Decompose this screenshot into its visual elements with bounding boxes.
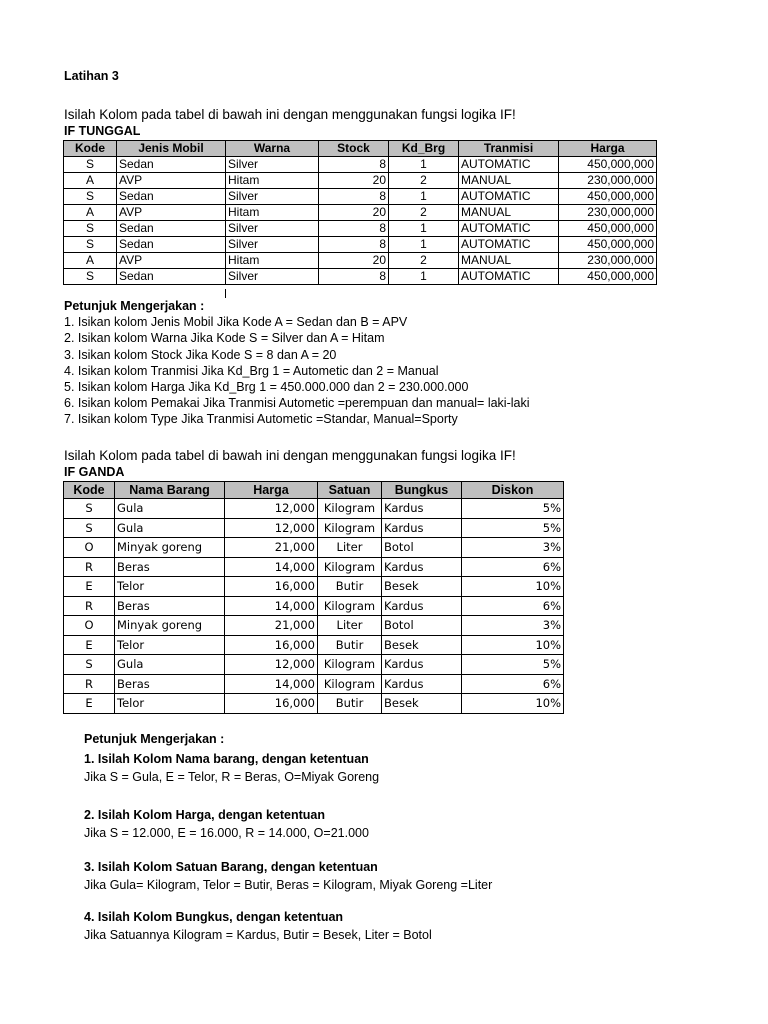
cell-satuan: Kilogram <box>318 596 382 616</box>
cell-bungkus: Kardus <box>382 674 462 694</box>
cell-kode: E <box>64 694 115 714</box>
table-row <box>64 616 564 636</box>
step-block <box>84 908 492 944</box>
cell-diskon: 10% <box>462 577 564 597</box>
step-detail: Jika Satuannya Kilogram = Kardus, Butir = Besek, Liter = Botol <box>84 928 432 942</box>
table-row <box>64 499 564 519</box>
cell-harga: 14,000 <box>225 596 318 616</box>
steps-title: Petunjuk Mengerjakan : <box>84 732 225 746</box>
table-row <box>64 518 564 538</box>
cell-tranmisi: MANUAL <box>459 205 559 221</box>
cell-harga: 14,000 <box>225 674 318 694</box>
header-kode: Kode <box>64 482 115 499</box>
cell-diskon: 3% <box>462 538 564 558</box>
cell-satuan: Butir <box>318 577 382 597</box>
cell-kd-brg: 2 <box>389 173 459 189</box>
step-heading: 4. Isilah Kolom Bungkus, dengan ketentuan <box>84 910 344 924</box>
cell-kode: O <box>64 538 115 558</box>
cell-jenis-mobil: AVP <box>117 205 226 221</box>
cell-stock: 8 <box>319 237 389 253</box>
step-item: 5. Isikan kolom Harga Jika Kd_Brg 1 = 450.000.000 dan 2 = 230.000.000 <box>64 380 469 395</box>
cell-tranmisi: AUTOMATIC <box>459 157 559 173</box>
cell-stock: 20 <box>319 253 389 269</box>
step-item: 6. Isikan kolom Pemakai Jika Tranmisi Autometic =perempuan dan manual= laki-laki <box>64 396 530 411</box>
cell-bungkus: Kardus <box>382 557 462 577</box>
cell-harga: 230,000,000 <box>559 205 657 221</box>
table-row <box>64 237 657 253</box>
cell-kode: S <box>64 518 115 538</box>
table-header-row <box>64 141 657 157</box>
cell-warna: Silver <box>226 269 319 285</box>
header-kd-brg: Kd_Brg <box>389 141 459 157</box>
step-item: 4. Isikan kolom Tranmisi Jika Kd_Brg 1 = Autometic dan 2 = Manual <box>64 363 439 378</box>
cell-diskon: 5% <box>462 518 564 538</box>
cell-jenis-mobil: Sedan <box>117 189 226 205</box>
cell-bungkus: Besek <box>382 694 462 714</box>
table-row <box>64 269 657 285</box>
cell-satuan: Kilogram <box>318 557 382 577</box>
section1-steps <box>64 298 530 428</box>
cell-kode: R <box>64 596 115 616</box>
cell-harga: 450,000,000 <box>559 237 657 253</box>
cell-harga: 230,000,000 <box>559 253 657 269</box>
cell-harga: 21,000 <box>225 616 318 636</box>
table-row <box>64 253 657 269</box>
cell-stock: 8 <box>319 157 389 173</box>
cell-tranmisi: MANUAL <box>459 173 559 189</box>
cell-diskon: 6% <box>462 674 564 694</box>
step-block <box>84 750 492 786</box>
cell-harga: 16,000 <box>225 577 318 597</box>
cell-tranmisi: AUTOMATIC <box>459 237 559 253</box>
cell-tranmisi: AUTOMATIC <box>459 221 559 237</box>
step-heading: 1. Isilah Kolom Nama barang, dengan ketentuan <box>84 752 369 766</box>
header-harga: Harga <box>225 482 318 499</box>
table-row <box>64 674 564 694</box>
cell-nama-barang: Gula <box>115 499 225 519</box>
cell-kd-brg: 2 <box>389 205 459 221</box>
cell-tranmisi: MANUAL <box>459 253 559 269</box>
section2-subtitle: IF GANDA <box>64 465 125 479</box>
cell-diskon: 10% <box>462 694 564 714</box>
cell-bungkus: Besek <box>382 635 462 655</box>
steps-title: Petunjuk Mengerjakan : <box>64 299 205 313</box>
cell-diskon: 3% <box>462 616 564 636</box>
step-item: 7. Isikan kolom Type Jika Tranmisi Autometic =Standar, Manual=Sporty <box>64 412 458 427</box>
cell-nama-barang: Beras <box>115 674 225 694</box>
table-row <box>64 577 564 597</box>
step-heading: 2. Isilah Kolom Harga, dengan ketentuan <box>84 808 326 822</box>
if-tunggal-table <box>63 140 657 285</box>
cell-harga: 230,000,000 <box>559 173 657 189</box>
cell-kode: E <box>64 577 115 597</box>
cell-stock: 8 <box>319 221 389 237</box>
cell-nama-barang: Telor <box>115 577 225 597</box>
cell-satuan: Kilogram <box>318 655 382 675</box>
section1-intro: Isilah Kolom pada tabel di bawah ini dengan menggunakan fungsi logika IF! <box>64 107 516 122</box>
cell-bungkus: Kardus <box>382 655 462 675</box>
cell-tranmisi: AUTOMATIC <box>459 269 559 285</box>
cell-kode: O <box>64 616 115 636</box>
cell-satuan: Butir <box>318 635 382 655</box>
header-satuan: Satuan <box>318 482 382 499</box>
cell-harga: 16,000 <box>225 694 318 714</box>
cell-bungkus: Kardus <box>382 596 462 616</box>
table-row <box>64 635 564 655</box>
cell-stock: 8 <box>319 269 389 285</box>
cell-kd-brg: 1 <box>389 189 459 205</box>
cell-satuan: Butir <box>318 694 382 714</box>
cell-nama-barang: Gula <box>115 655 225 675</box>
cell-tranmisi: AUTOMATIC <box>459 189 559 205</box>
table-row <box>64 596 564 616</box>
cell-jenis-mobil: AVP <box>117 173 226 189</box>
cell-harga: 21,000 <box>225 538 318 558</box>
cell-satuan: Liter <box>318 538 382 558</box>
cell-kd-brg: 2 <box>389 253 459 269</box>
step-detail: Jika S = Gula, E = Telor, R = Beras, O=Miyak Goreng <box>84 770 380 784</box>
cell-kd-brg: 1 <box>389 157 459 173</box>
cell-satuan: Liter <box>318 616 382 636</box>
cell-satuan: Kilogram <box>318 674 382 694</box>
header-stock: Stock <box>319 141 389 157</box>
cell-kode: S <box>64 157 117 173</box>
cell-kode: R <box>64 674 115 694</box>
cell-harga: 450,000,000 <box>559 157 657 173</box>
step-heading: 3. Isilah Kolom Satuan Barang, dengan ketentuan <box>84 860 378 874</box>
cell-jenis-mobil: Sedan <box>117 157 226 173</box>
cell-kode: S <box>64 237 117 253</box>
section2-steps <box>84 732 492 944</box>
cell-harga: 12,000 <box>225 655 318 675</box>
cell-warna: Silver <box>226 189 319 205</box>
header-diskon: Diskon <box>462 482 564 499</box>
cell-harga: 12,000 <box>225 499 318 519</box>
header-warna: Warna <box>226 141 319 157</box>
cell-warna: Hitam <box>226 253 319 269</box>
cell-harga: 450,000,000 <box>559 269 657 285</box>
if-ganda-table <box>63 481 564 714</box>
cell-bungkus: Kardus <box>382 518 462 538</box>
cell-diskon: 10% <box>462 635 564 655</box>
cell-kode: S <box>64 221 117 237</box>
cell-harga: 12,000 <box>225 518 318 538</box>
cell-stock: 8 <box>319 189 389 205</box>
table-border-stub <box>225 289 226 298</box>
step-item: 3. Isikan kolom Stock Jika Kode S = 8 dan A = 20 <box>64 347 337 362</box>
cell-jenis-mobil: Sedan <box>117 269 226 285</box>
cell-stock: 20 <box>319 205 389 221</box>
cell-kode: S <box>64 269 117 285</box>
header-tranmisi: Tranmisi <box>459 141 559 157</box>
header-jenis-mobil: Jenis Mobil <box>117 141 226 157</box>
cell-stock: 20 <box>319 173 389 189</box>
table-row <box>64 655 564 675</box>
header-nama-barang: Nama Barang <box>115 482 225 499</box>
table-row <box>64 157 657 173</box>
cell-warna: Silver <box>226 221 319 237</box>
cell-kode: R <box>64 557 115 577</box>
cell-kode: A <box>64 253 117 269</box>
cell-warna: Hitam <box>226 205 319 221</box>
cell-kd-brg: 1 <box>389 269 459 285</box>
cell-jenis-mobil: Sedan <box>117 237 226 253</box>
section1-subtitle: IF TUNGGAL <box>64 124 141 138</box>
cell-nama-barang: Gula <box>115 518 225 538</box>
table-row <box>64 538 564 558</box>
cell-harga: 14,000 <box>225 557 318 577</box>
table-row <box>64 189 657 205</box>
cell-nama-barang: Telor <box>115 694 225 714</box>
cell-warna: Hitam <box>226 173 319 189</box>
cell-kode: A <box>64 205 117 221</box>
step-block <box>84 806 492 842</box>
cell-harga: 450,000,000 <box>559 189 657 205</box>
cell-satuan: Kilogram <box>318 499 382 519</box>
cell-bungkus: Botol <box>382 616 462 636</box>
table-row <box>64 221 657 237</box>
cell-diskon: 5% <box>462 499 564 519</box>
cell-diskon: 5% <box>462 655 564 675</box>
cell-nama-barang: Beras <box>115 596 225 616</box>
cell-kd-brg: 1 <box>389 221 459 237</box>
table-header-row <box>64 482 564 499</box>
table-row <box>64 694 564 714</box>
cell-nama-barang: Minyak goreng <box>115 616 225 636</box>
cell-satuan: Kilogram <box>318 518 382 538</box>
cell-kode: E <box>64 635 115 655</box>
cell-nama-barang: Telor <box>115 635 225 655</box>
cell-nama-barang: Minyak goreng <box>115 538 225 558</box>
step-block <box>84 858 492 894</box>
header-kode: Kode <box>64 141 117 157</box>
step-item: 1. Isikan kolom Jenis Mobil Jika Kode A = Sedan dan B = APV <box>64 315 408 330</box>
cell-harga: 450,000,000 <box>559 221 657 237</box>
cell-warna: Silver <box>226 157 319 173</box>
step-detail: Jika S = 12.000, E = 16.000, R = 14.000, O=21.000 <box>84 826 369 840</box>
cell-warna: Silver <box>226 237 319 253</box>
section2-intro: Isilah Kolom pada tabel di bawah ini dengan menggunakan fungsi logika IF! <box>64 448 516 463</box>
cell-diskon: 6% <box>462 557 564 577</box>
step-detail: Jika Gula= Kilogram, Telor = Butir, Beras = Kilogram, Miyak Goreng =Liter <box>84 878 493 892</box>
page-title: Latihan 3 <box>64 69 119 83</box>
header-bungkus: Bungkus <box>382 482 462 499</box>
step-item: 2. Isikan kolom Warna Jika Kode S = Silver dan A = Hitam <box>64 331 385 346</box>
header-harga: Harga <box>559 141 657 157</box>
cell-diskon: 6% <box>462 596 564 616</box>
cell-bungkus: Botol <box>382 538 462 558</box>
table-row <box>64 205 657 221</box>
cell-jenis-mobil: Sedan <box>117 221 226 237</box>
cell-jenis-mobil: AVP <box>117 253 226 269</box>
cell-bungkus: Besek <box>382 577 462 597</box>
cell-bungkus: Kardus <box>382 499 462 519</box>
cell-kode: S <box>64 499 115 519</box>
cell-kode: S <box>64 189 117 205</box>
cell-kode: A <box>64 173 117 189</box>
cell-kode: S <box>64 655 115 675</box>
cell-nama-barang: Beras <box>115 557 225 577</box>
cell-harga: 16,000 <box>225 635 318 655</box>
table-row <box>64 173 657 189</box>
cell-kd-brg: 1 <box>389 237 459 253</box>
table-row <box>64 557 564 577</box>
